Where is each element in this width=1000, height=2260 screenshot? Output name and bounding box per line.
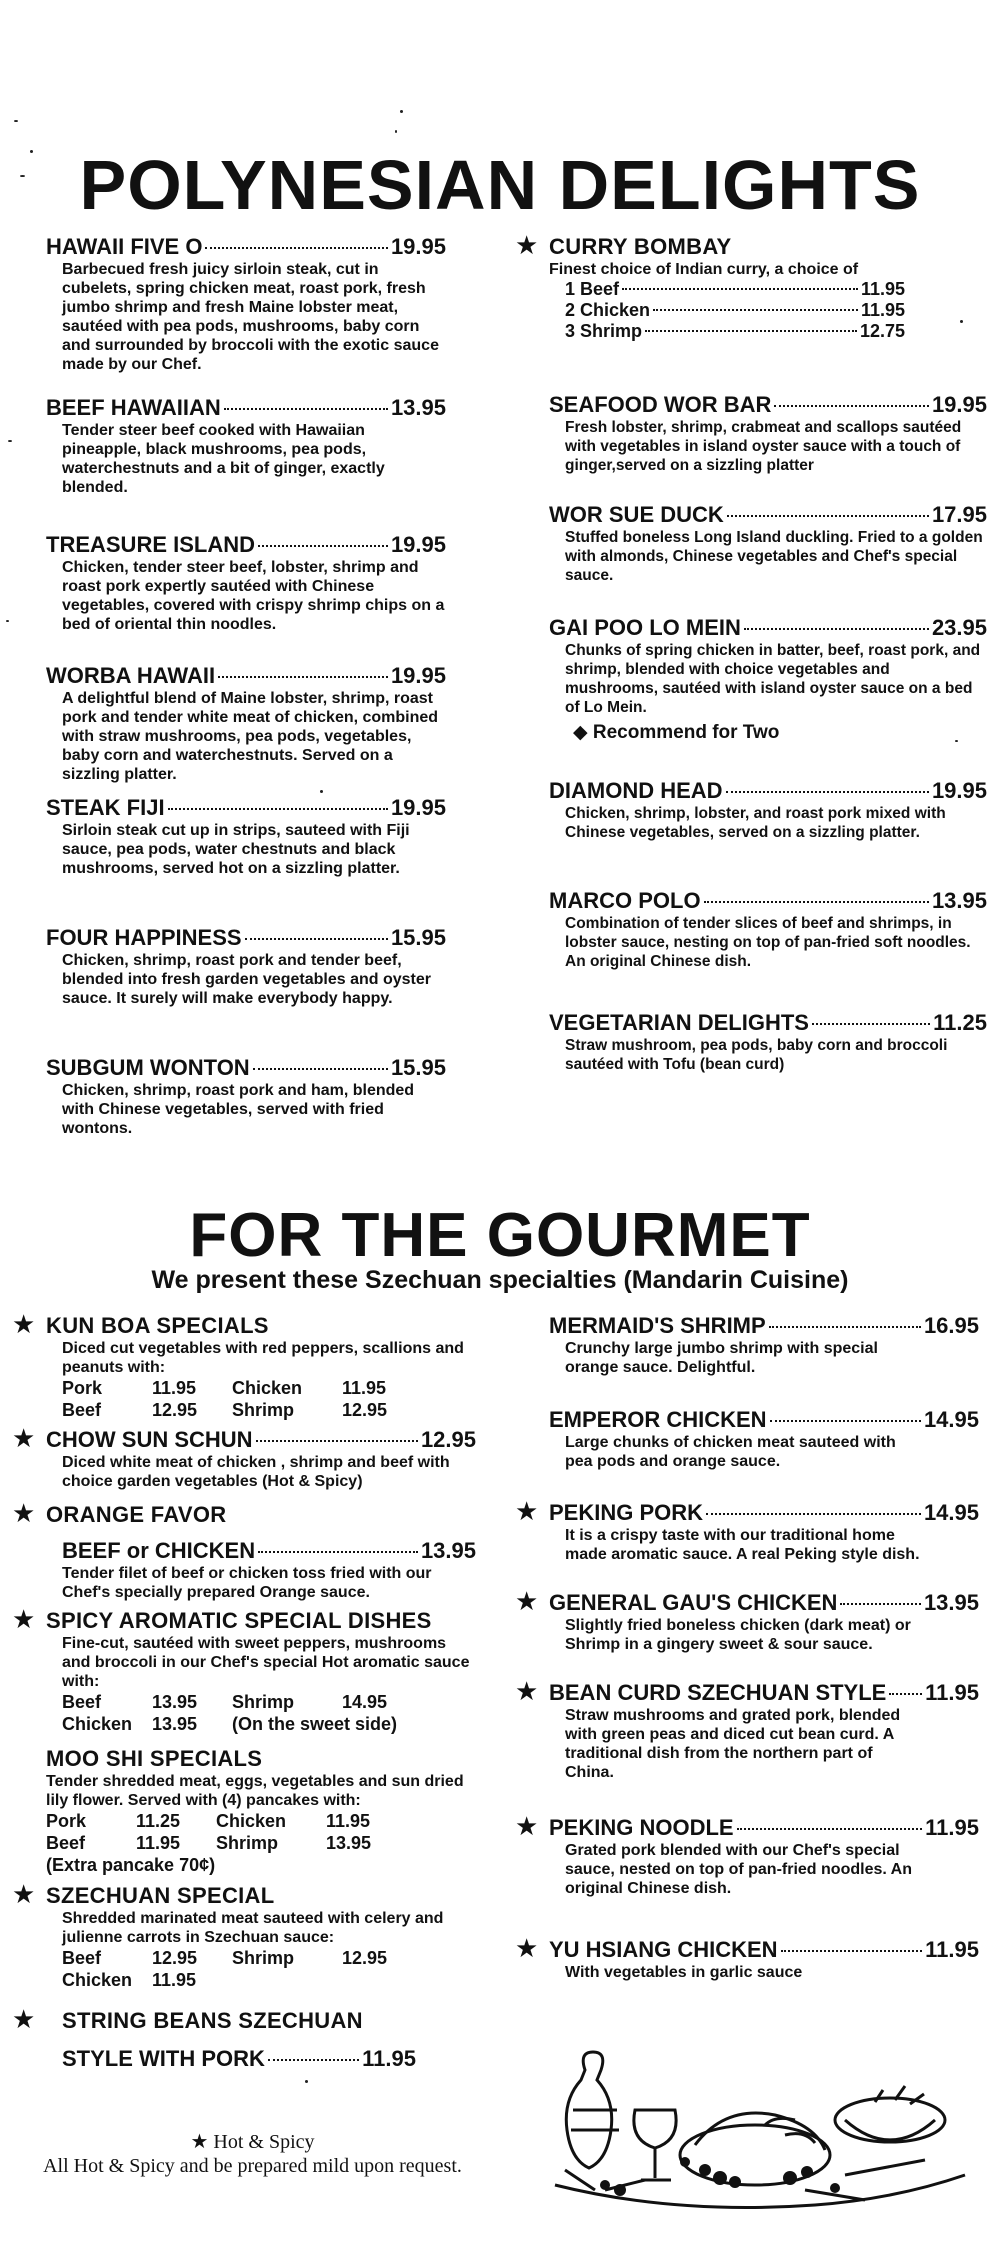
meat-price: 13.95: [152, 1714, 198, 1734]
dish-name: TREASURE ISLAND: [46, 532, 256, 557]
meat-price: 12.95: [152, 1400, 198, 1420]
meat-label: Shrimp: [232, 1948, 295, 1968]
meat-label: Chicken: [62, 1970, 133, 1990]
dot-leader: [727, 515, 929, 517]
dish-description: Shredded marinated meat sauteed with celery and julienne carrots in Szechuan sauce:: [62, 1910, 444, 1946]
meat-label: Pork: [46, 1811, 87, 1831]
recommend-note: ◆ Recommend for Two: [573, 722, 780, 743]
option-price: 11.95: [860, 300, 905, 320]
dish-description: Crunchy large jumbo shrimp with special orange sauce. Delightful.: [565, 1340, 878, 1376]
dish-header: [549, 1937, 979, 1963]
dish-header: [46, 925, 446, 951]
dish-name: MERMAID'S SHRIMP: [549, 1313, 766, 1338]
meat-label: (On the sweet side): [232, 1714, 398, 1734]
dish-name: PEKING NOODLE: [549, 1815, 734, 1840]
dish-price: 14.95: [923, 1500, 979, 1525]
meat-price: 14.95: [342, 1692, 388, 1712]
dot-leader: [218, 676, 388, 678]
price-grid: [46, 1810, 476, 1854]
dish-description: Chicken, tender steer beef, lobster, shrimp and roast pork expertly sautéed with Chinese vegetables, covered with crispy shrimp chips on a bed of oriental thin noodles.: [62, 559, 445, 633]
dish-price: 13.95: [923, 1590, 979, 1615]
meat-price: 12.95: [342, 1948, 388, 1968]
meat-price: 11.95: [326, 1811, 371, 1831]
dish-name: BEEF HAWAIIAN: [46, 395, 221, 420]
dish-price: 15.95: [390, 1055, 446, 1080]
meat-price: 11.95: [152, 1378, 197, 1398]
dish-header: [549, 502, 987, 528]
dish-description: Finest choice of Indian curry, a choice of: [549, 261, 859, 278]
dish-name: WOR SUE DUCK: [549, 502, 724, 527]
dish-header: [549, 1407, 979, 1433]
dot-leader: [645, 330, 857, 332]
dot-leader: [253, 1068, 388, 1070]
price-row: [62, 1399, 476, 1421]
menu-item: [549, 778, 987, 842]
menu-item: [46, 1055, 446, 1138]
dish-name: KUN BOA SPECIALS: [46, 1313, 269, 1338]
extra-pancake-note: (Extra pancake 70¢): [46, 1855, 216, 1875]
meat-label: Chicken: [216, 1811, 287, 1831]
curry-option: [565, 300, 905, 321]
dot-leader: [840, 1603, 921, 1605]
dish-description: Chicken, shrimp, roast pork and ham, blended with Chinese vegetables, served with fried wontons.: [62, 1082, 415, 1137]
dot-leader: [770, 1420, 921, 1422]
price-grid: [62, 1691, 476, 1735]
dish-price: 23.95: [931, 615, 987, 640]
mild-request-note: All Hot & Spicy and be prepared mild upon request.: [43, 2155, 462, 2177]
meat-price: 12.95: [152, 1948, 198, 1968]
price-row: [62, 1713, 476, 1735]
price-grid: [62, 1377, 476, 1421]
option-price: 12.75: [859, 321, 905, 341]
dish-price: 19.95: [390, 234, 446, 259]
dish-name: FOUR HAPPINESS: [46, 925, 242, 950]
menu-item: [549, 888, 987, 971]
dish-header: [549, 1010, 987, 1036]
curry-option: [565, 279, 905, 300]
hot-spicy-star-icon: ★: [515, 1496, 539, 1526]
dish-header: [549, 1313, 979, 1339]
hot-spicy-star-icon: ★: [515, 1811, 539, 1841]
menu-item: [515, 1586, 979, 1654]
dot-leader: [258, 545, 388, 547]
meat-price: [342, 1969, 422, 1991]
dish-name: STEAK FIJI: [46, 795, 165, 820]
hot-spicy-star-icon: ★: [515, 1933, 539, 1963]
dish-header: [549, 615, 987, 641]
section-title-polynesian: POLYNESIAN DELIGHTS: [79, 146, 921, 224]
dish-price: 17.95: [931, 502, 987, 527]
price-row: [62, 1947, 476, 1969]
dish-price: 19.95: [931, 392, 987, 417]
dish-description: Fine-cut, sautéed with sweet peppers, mushrooms and broccoli in our Chef's special Hot aromatic sauce with:: [62, 1635, 470, 1690]
meat-label: Chicken: [232, 1378, 303, 1398]
dish-description: With vegetables in garlic sauce: [565, 1964, 803, 1981]
dish-description: Fresh lobster, shrimp, crabmeat and scallops sautéed with vegetables in island oyster sauce with a touch of ginger,served on a sizzling platter: [565, 419, 962, 474]
meat-label: Shrimp: [216, 1833, 279, 1853]
dish-price: 13.95: [390, 395, 446, 420]
dish-name: EMPEROR CHICKEN: [549, 1407, 767, 1432]
dish-name: STRING BEANS SZECHUAN: [62, 2008, 363, 2033]
dish-name: DIAMOND HEAD: [549, 778, 723, 803]
price-row: [62, 1691, 476, 1713]
menu-item-kun-boa: [12, 1309, 476, 1421]
meat-price: 11.95: [152, 1970, 197, 1990]
price-row: [46, 1832, 476, 1854]
menu-item-szechuan-special: [12, 1879, 476, 1991]
dish-price: 11.95: [925, 1815, 979, 1840]
footer-note: [0, 2130, 505, 2178]
dot-leader: [774, 405, 928, 407]
dish-name: MOO SHI SPECIALS: [46, 1746, 263, 1771]
dish-header: [46, 1055, 446, 1081]
dish-name: SEAFOOD WOR BAR: [549, 392, 772, 417]
option-label: 3 Shrimp: [565, 321, 643, 341]
hot-spicy-star-icon: ★: [12, 1604, 36, 1634]
dish-description: Stuffed boneless Long Island duckling. Fried to a golden with almonds, Chinese vegetables and Chef's special sauce.: [565, 529, 983, 584]
dot-leader: [812, 1023, 930, 1025]
dish-price: 11.95: [925, 1680, 979, 1705]
dish-name: GENERAL GAU'S CHICKEN: [549, 1590, 838, 1615]
option-price: 11.95: [860, 279, 905, 299]
dish-description: Barbecued fresh juicy sirloin steak, cut in cubelets, spring chicken meat, roast pork, fresh jumbo shrimp and fresh Maine lobster meat, sautéed with pea pods, mushrooms, baby corn and surrounded by broccoli with the exotic sauce made by our Chef.: [62, 261, 439, 373]
meat-label: Chicken: [62, 1714, 133, 1734]
dish-header: [46, 532, 446, 558]
menu-item-orange-favor: [12, 1498, 476, 1602]
dish-name: MARCO POLO: [549, 888, 701, 913]
dish-description: Straw mushroom, pea pods, baby corn and broccoli sautéed with Tofu (bean curd): [565, 1037, 948, 1073]
menu-item: [46, 395, 446, 497]
meat-label: [232, 1969, 342, 1991]
hot-spicy-star-icon: ★: [515, 230, 539, 260]
meat-label: Beef: [46, 1833, 86, 1853]
dish-description: Sirloin steak cut up in strips, sauteed with Fiji sauce, pea pods, water chestnuts and black mushrooms, served hot on a sizzling platter.: [62, 822, 410, 877]
dish-header: [46, 663, 446, 689]
dish-description: A delightful blend of Maine lobster, shrimp, roast pork and tender white meat of chicken, combined with straw mushrooms, pea pods, vegetables, baby corn and waterchestnuts. Served on a sizzling platter.: [62, 690, 439, 783]
dot-leader: [653, 309, 858, 311]
dish-description: Chicken, shrimp, roast pork and tender beef, blended into fresh garden vegetables and oyster sauce. It surely will make everybody happy.: [62, 952, 431, 1007]
dish-description: Combination of tender slices of beef and shrimps, in lobster sauce, nesting on top of pan-fried soft noodles. An original Chinese dish.: [565, 915, 971, 970]
menu-item: [515, 1811, 979, 1898]
price-row: [62, 1969, 476, 1991]
menu-item-string-beans: [12, 2004, 416, 2072]
meat-label: Beef: [62, 1948, 102, 1968]
hot-spicy-star-icon: ★: [12, 2004, 36, 2034]
price-grid: [62, 1947, 476, 1991]
dish-header: [549, 1815, 979, 1841]
dish-header: [46, 795, 446, 821]
menu-item-spicy-aromatic: [12, 1604, 476, 1735]
dot-leader: [168, 808, 388, 810]
dish-name: CURRY BOMBAY: [549, 234, 732, 259]
dish-name: GAI POO LO MEIN: [549, 615, 741, 640]
dot-leader: [726, 791, 929, 793]
dish-name: VEGETARIAN DELIGHTS: [549, 1010, 809, 1035]
meat-price: 12.95: [342, 1400, 388, 1420]
dot-leader: [769, 1326, 921, 1328]
dot-leader: [622, 288, 858, 290]
dish-price: 19.95: [390, 532, 446, 557]
dish-price: 19.95: [390, 663, 446, 688]
price-row: [62, 1377, 476, 1399]
dish-description: Diced cut vegetables with red peppers, scallions and peanuts with:: [62, 1340, 464, 1376]
menu-item: [549, 1313, 979, 1377]
meat-price: 13.95: [326, 1833, 372, 1853]
menu-item: [46, 234, 446, 374]
dish-subname: BEEF or CHICKEN: [62, 1538, 256, 1563]
dish-header: [46, 234, 446, 260]
dish-name: YU HSIANG CHICKEN: [549, 1937, 778, 1962]
dish-description: Tender steer beef cooked with Hawaiian pineapple, black mushrooms, pea pods, waterchestnuts and a bit of ginger, exactly blended.: [62, 422, 385, 496]
menu-item: [549, 1010, 987, 1074]
menu-item: [515, 1676, 979, 1782]
meat-price: 11.95: [342, 1378, 387, 1398]
curry-options: [549, 279, 924, 342]
dish-price: 14.95: [923, 1407, 979, 1432]
price-row: [46, 1810, 476, 1832]
menu-item: [46, 663, 446, 784]
option-label: 1 Beef: [565, 279, 620, 299]
dish-name-line2: STYLE WITH PORK: [62, 2046, 265, 2071]
dish-description: Tender shredded meat, eggs, vegetables and sun dried lily flower. Served with (4) pancakes with:: [46, 1773, 464, 1809]
dish-header: [549, 1680, 979, 1706]
dish-price: 13.95: [931, 888, 987, 913]
hot-spicy-star-icon: ★: [12, 1423, 36, 1453]
hot-spicy-star-icon: ★: [515, 1676, 539, 1706]
dish-name: SZECHUAN SPECIAL: [46, 1883, 275, 1908]
meat-price: 13.95: [152, 1692, 198, 1712]
dot-leader: [245, 938, 388, 940]
menu-item: [549, 615, 987, 744]
menu-item: [515, 1933, 979, 1982]
menu-item: [549, 502, 987, 585]
menu-item: [549, 392, 987, 475]
dish-description: Chunks of spring chicken in batter, beef, roast pork, and shrimp, blended with choice vegetables and mushrooms, sautéed with island oyster sauce on a bed of Lo Mein.: [565, 642, 981, 716]
dish-price: 15.95: [390, 925, 446, 950]
menu-item-chow-sun-schun: [12, 1423, 476, 1491]
menu-item-curry-bombay: [515, 230, 924, 342]
menu-item: [46, 795, 446, 878]
dish-description: It is a crispy taste with our traditional home made aromatic sauce. A real Peking style dish.: [565, 1527, 920, 1563]
meat-label: Pork: [62, 1378, 103, 1398]
dot-leader: [706, 1513, 921, 1515]
dish-header: [549, 888, 987, 914]
hot-spicy-star-icon: ★: [12, 1498, 36, 1528]
dish-description: Grated pork blended with our Chef's special sauce, nested on top of pan-fried noodles. An original Chinese dish.: [565, 1842, 912, 1897]
dish-name: CHOW SUN SCHUN: [46, 1427, 253, 1452]
menu-item: [46, 925, 446, 1008]
dish-name: SPICY AROMATIC SPECIAL DISHES: [46, 1608, 432, 1633]
dot-leader: [889, 1693, 922, 1695]
dish-price: 19.95: [931, 778, 987, 803]
menu-item-moo-shi: [46, 1746, 476, 1876]
dish-header: [46, 395, 446, 421]
dot-leader: [205, 247, 387, 249]
dish-description: Straw mushrooms and grated pork, blended with green peas and diced cut bean curd. A traditional dish from the northern part of China.: [565, 1707, 901, 1781]
dish-price: 11.25: [933, 1010, 987, 1035]
meat-label: Beef: [62, 1692, 102, 1712]
dot-leader: [224, 408, 388, 410]
dish-name: HAWAII FIVE O: [46, 234, 203, 259]
menu-item: [549, 1407, 979, 1471]
dish-name: WORBA HAWAII: [46, 663, 216, 688]
curry-option: [565, 321, 905, 342]
dish-header: [549, 392, 987, 418]
dish-price: 13.95: [420, 1538, 476, 1563]
food-illustration: [545, 2050, 985, 2215]
meat-label: Beef: [62, 1400, 102, 1420]
dish-header: [549, 1590, 979, 1616]
dish-name: BEAN CURD SZECHUAN STYLE: [549, 1680, 887, 1705]
dish-description: Diced white meat of chicken , shrimp and beef with choice garden vegetables (Hot & Spicy): [62, 1454, 450, 1490]
meat-price: 11.25: [136, 1811, 181, 1831]
dot-leader: [781, 1950, 923, 1952]
dish-header: [549, 778, 987, 804]
dot-leader: [704, 901, 929, 903]
dish-price: 11.95: [925, 1937, 979, 1962]
dish-description: Large chunks of chicken meat sauteed with pea pods and orange sauce.: [565, 1434, 896, 1470]
dish-name: ORANGE FAVOR: [46, 1502, 227, 1527]
dish-name: PEKING PORK: [549, 1500, 704, 1525]
menu-item: [46, 532, 446, 634]
hot-spicy-star-icon: ★: [12, 1879, 36, 1909]
dish-price: 11.95: [362, 2046, 416, 2071]
dish-price: 12.95: [420, 1427, 476, 1452]
hot-spicy-legend: ★ Hot & Spicy: [190, 2131, 315, 2153]
hot-spicy-star-icon: ★: [515, 1586, 539, 1616]
section-title-gourmet: FOR THE GOURMET: [189, 1201, 811, 1270]
dish-description: Chicken, shrimp, lobster, and roast pork mixed with Chinese vegetables, served on a sizzling platter.: [565, 805, 946, 841]
meat-label: Shrimp: [232, 1692, 295, 1712]
dish-description: Slightly fried boneless chicken (dark meat) or Shrimp in a gingery sweet & sour sauce.: [565, 1617, 911, 1653]
hot-spicy-star-icon: ★: [12, 1309, 36, 1339]
meat-label: Shrimp: [232, 1400, 295, 1420]
option-label: 2 Chicken: [565, 300, 651, 320]
dish-price: 19.95: [390, 795, 446, 820]
dish-price: 16.95: [923, 1313, 979, 1338]
menu-item: [515, 1496, 979, 1564]
meat-price: 11.95: [136, 1833, 181, 1853]
dot-leader: [737, 1828, 923, 1830]
dish-description: Tender filet of beef or chicken toss fried with our Chef's specially prepared Orange sauce.: [62, 1565, 432, 1601]
dot-leader: [744, 628, 929, 630]
section-subtitle: We present these Szechuan specialties (Mandarin Cuisine): [151, 1266, 849, 1294]
dish-header: [549, 1500, 979, 1526]
dish-name: SUBGUM WONTON: [46, 1055, 250, 1080]
